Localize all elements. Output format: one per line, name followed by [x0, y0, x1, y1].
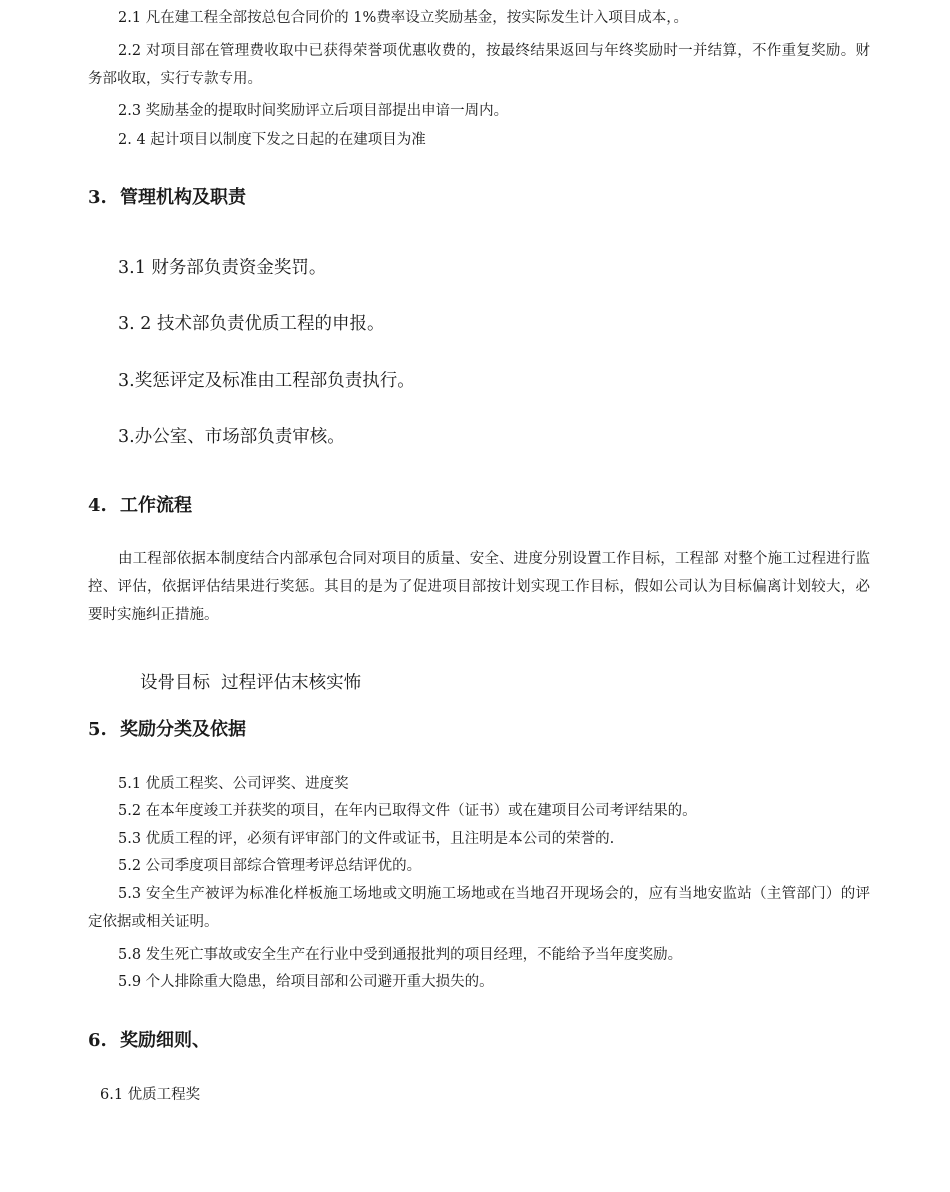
- section-title: 管理机构及职责: [120, 187, 246, 208]
- section-number: 6.: [88, 1030, 107, 1051]
- clause-5-1: 5.1 优质工程奖、公司评奖、进度奖: [118, 776, 349, 792]
- clause-3-2: 3. 2 技术部负责优质工程的申报。: [118, 314, 385, 334]
- clause-2-2: 2.2 对项目部在管理费收取中已获得荣誉项优惠收费的，按最终结果返回与年终奖励时一并结算，不作重复奖励。财务部收取，实行专款专用。: [88, 43, 870, 87]
- section-number: 3.: [88, 187, 107, 208]
- section-number: 5.: [88, 719, 107, 740]
- clause-3-1: 3.1 财务部负责资金奖罚。: [118, 258, 327, 278]
- section-number: 4.: [88, 495, 107, 516]
- section-6-heading: [88, 1029, 210, 1053]
- clause-5-9: 5.9 个人排除重大隐患，给项目部和公司避开重大损失的。: [118, 974, 494, 990]
- clause-6-1: 6.1 优质工程奖: [100, 1087, 201, 1103]
- clause-2-3: 2.3 奖励基金的提取时间奖励评立后项目部提出申谙一周内。: [118, 103, 509, 119]
- section-5-heading: [88, 718, 246, 742]
- section-3-heading: [88, 186, 246, 210]
- section-title: 奖励细则、: [120, 1030, 210, 1051]
- clause-5-2b: 5.2 公司季度项目部综合管理考评总结评优的。: [118, 858, 422, 874]
- clause-5-3: 5.3 优质工程的评，必须有评审部门的文件或证书，且注明是本公司的荣誉的.: [118, 831, 615, 847]
- workflow-paragraph: 由工程部依据本制度结合内部承包合同对项目的质量、安全、进度分别设置工作目标，工程部 对整个施工过程进行监控、评估，依据评估结果进行奖惩。其目的是为了促进项目部按计划实现工作目标，假如公司认为目标偏离计划较大，必要时实施纠正措施。: [88, 551, 870, 623]
- workflow-steps: 设骨目标 过程评估末核实怖: [140, 673, 362, 693]
- section-4-heading: [88, 494, 192, 518]
- section-title: 奖励分类及依据: [120, 719, 246, 740]
- clause-2-4: 2. 4 起计项目以制度下发之日起的在建项目为准: [118, 132, 426, 148]
- clause-3-4: 3.办公室、市场部负责审核。: [118, 427, 345, 447]
- clause-5-8: 5.8 发生死亡事故或安全生产在行业中受到通报批判的项目经理，不能给予当年度奖励。: [118, 947, 683, 963]
- clause-5-2: 5.2 在本年度竣工并获奖的项目，在年内已取得文件（证书）或在建项目公司考评结果的。: [118, 803, 697, 819]
- section-title: 工作流程: [120, 495, 192, 516]
- clause-3-3: 3.奖惩评定及标准由工程部负责执行。: [118, 371, 415, 391]
- clause-2-1: 2.1 凡在建工程全部按总包合同价的 1%费率设立奖励基金，按实际发生计入项目成本，。: [118, 10, 689, 26]
- clause-5-3b: 5.3 安全生产被评为标准化样板施工场地或文明施工场地或在当地召开现场会的，应有当地安监站（主管部门）的评定依据或相关证明。: [88, 886, 870, 930]
